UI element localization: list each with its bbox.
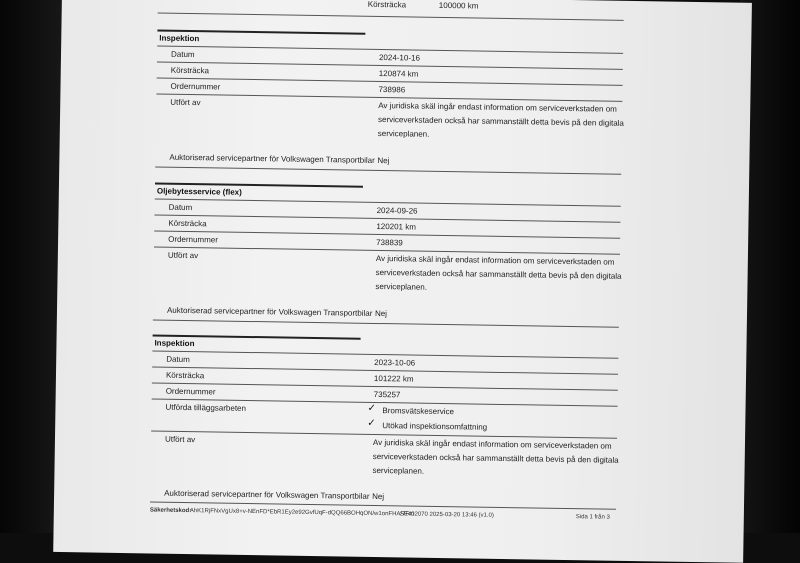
performed-by-line-2: serviceverkstaden också har sammanställt detta bevis på den digitala bbox=[377, 114, 624, 128]
row-divider bbox=[153, 319, 619, 327]
field-label-mileage: Körsträcka bbox=[168, 218, 207, 229]
extra-work-item-2: Utökad inspektionsomfattning bbox=[382, 421, 488, 432]
field-value-date: 2023-10-06 bbox=[374, 357, 416, 368]
performed-by-line-1: Av juridiska skäl ingår endast information om serviceverkstaden om bbox=[375, 253, 615, 267]
field-value-order: 738839 bbox=[376, 237, 403, 248]
field-label-performed-by: Utfört av bbox=[170, 97, 201, 108]
security-code-label: Säkerhetskod: bbox=[149, 507, 192, 515]
field-label-mileage: Körsträcka bbox=[165, 370, 205, 381]
field-label-order: Ordernummer bbox=[170, 81, 221, 92]
field-label-order: Ordernummer bbox=[168, 234, 218, 245]
document-reference: SE402070 2025-03-20 13:46 (v1.0) bbox=[399, 511, 494, 519]
extra-work-item-1: Bromsvätskeservice bbox=[382, 406, 455, 417]
top-partial-label: Körsträcka bbox=[367, 0, 407, 10]
field-label-extra-work: Utförda tilläggsarbeten bbox=[165, 402, 247, 413]
checkmark-icon: ✓ bbox=[367, 417, 376, 429]
document-page bbox=[53, 0, 752, 563]
page-number: Sida 1 från 3 bbox=[575, 514, 610, 521]
field-label-mileage: Körsträcka bbox=[170, 65, 210, 76]
field-label-performed-by: Utfört av bbox=[167, 250, 199, 261]
field-value-partner: Nej bbox=[372, 491, 385, 502]
security-code: AhK1RjFNxVgUx8+v-NEnFD*EbR1Ey2e92GvfUqF-dQQ66BOHqON/w1onFHA/7Fm bbox=[189, 508, 415, 518]
section-title: Inspektion bbox=[154, 338, 195, 349]
field-value-order: 738986 bbox=[378, 84, 406, 95]
performed-by-line-1: Av juridiska skäl ingår endast information om serviceverkstaden om bbox=[372, 437, 612, 451]
field-label-partner: Auktoriserad servicepartner för Volkswagen Transportbilar bbox=[164, 488, 370, 501]
field-value-date: 2024-10-16 bbox=[378, 52, 420, 63]
performed-by-line-2: serviceverkstaden också har sammanställt detta bevis på den digitala bbox=[372, 451, 619, 465]
top-partial-value: 100000 km bbox=[438, 0, 479, 11]
field-value-date: 2024-09-26 bbox=[376, 205, 418, 216]
field-label-date: Datum bbox=[168, 202, 193, 213]
field-label-partner: Auktoriserad servicepartner för Volkswagen Transportbilar bbox=[166, 305, 373, 318]
row-divider bbox=[155, 166, 621, 174]
section-title: Oljebytesservice (flex) bbox=[156, 186, 242, 197]
performed-by-line-2: serviceverkstaden också har sammanställt detta bevis på den digitala bbox=[375, 267, 622, 281]
performed-by-line-3: serviceplanen. bbox=[375, 281, 428, 292]
checkmark-icon: ✓ bbox=[367, 402, 376, 414]
row-divider bbox=[158, 13, 624, 21]
field-value-mileage: 120201 km bbox=[376, 221, 417, 232]
performed-by-line-3: serviceplanen. bbox=[377, 128, 430, 139]
field-label-partner: Auktoriserad servicepartner för Volkswagen Transportbilar bbox=[169, 152, 375, 165]
performed-by-line-3: serviceplanen. bbox=[372, 465, 425, 476]
field-value-order: 735257 bbox=[373, 389, 401, 400]
field-label-performed-by: Utfört av bbox=[164, 434, 196, 445]
performed-by-line-1: Av juridiska skäl ingår endast information om serviceverkstaden om bbox=[378, 100, 617, 114]
field-value-mileage: 101222 km bbox=[373, 373, 414, 384]
section-title: Inspektion bbox=[159, 33, 200, 44]
field-label-date: Datum bbox=[166, 354, 190, 365]
field-value-partner: Nej bbox=[377, 155, 390, 166]
field-value-partner: Nej bbox=[374, 308, 388, 319]
field-label-order: Ordernummer bbox=[165, 386, 216, 397]
field-label-date: Datum bbox=[170, 49, 195, 60]
field-value-mileage: 120874 km bbox=[378, 68, 419, 79]
